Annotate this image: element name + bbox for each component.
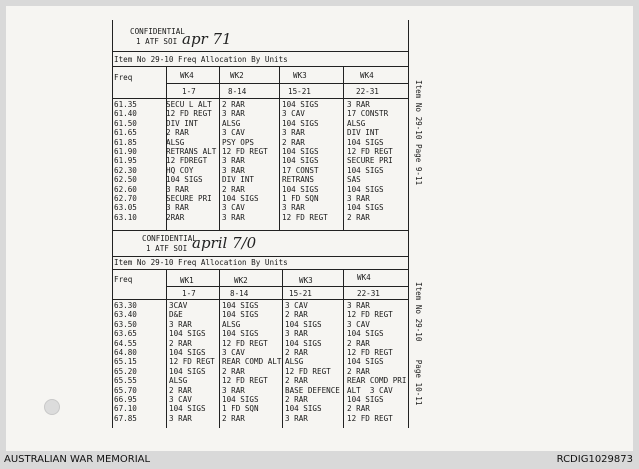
archive-id: RCDIG1029873 (556, 454, 633, 465)
top-days-4: 22-31 (356, 87, 379, 96)
freq-cell: 61.50 (114, 118, 137, 128)
unit-cell: 3 RAR (166, 184, 189, 194)
unit-cell: 104 SIGS (347, 329, 384, 339)
unit-cell: 12 FD REGT (347, 310, 393, 320)
bottom-col-divider-4 (343, 269, 344, 428)
unit-cell: 12 FD REGT (222, 376, 268, 386)
punch-hole (44, 399, 60, 415)
unit-cell: REAR COMD ALT (222, 357, 282, 367)
unit-cell: 12 FD REGT (222, 338, 268, 348)
bottom-week-rule (166, 286, 409, 287)
unit-cell: 12 FDREGT (166, 156, 208, 166)
top-source: 1 ATF SOI (136, 37, 178, 46)
freq-cell: 67.85 (114, 413, 137, 423)
freq-cell: 61.90 (114, 146, 137, 156)
document-page (6, 6, 633, 451)
top-week2-column (222, 101, 268, 223)
unit-cell: 3 CAV (347, 319, 370, 329)
unit-cell: 3 RAR (222, 385, 245, 395)
top-classification: CONFIDENTIAL (130, 27, 185, 36)
unit-cell: 2 RAR (222, 413, 245, 423)
archive-credit: AUSTRALIAN WAR MEMORIAL (4, 454, 151, 465)
bottom-week1-column (169, 302, 215, 424)
unit-cell: 3 RAR (347, 193, 370, 203)
freq-cell: 61.95 (114, 156, 137, 166)
unit-cell: 104 SIGS (282, 184, 319, 194)
unit-cell: 1 FD SQN (282, 193, 319, 203)
top-col-divider-3 (279, 66, 280, 230)
unit-cell: 104 SIGS (282, 100, 319, 109)
unit-cell: 12 FD REGT (282, 212, 328, 222)
unit-cell: 3 RAR (347, 301, 370, 310)
bottom-left-border (112, 230, 113, 428)
unit-cell: 104 SIGS (222, 301, 259, 310)
freq-cell: 62.30 (114, 165, 137, 175)
freq-cell: 62.60 (114, 184, 137, 194)
unit-cell: DIV INT (222, 175, 255, 185)
bottom-source: 1 ATF SOI (146, 244, 188, 253)
unit-cell: REAR COMD PRI (347, 376, 407, 386)
bottom-week-3: WK3 (299, 276, 313, 285)
top-week3-column (282, 101, 328, 223)
unit-cell: 3CAV (169, 301, 188, 310)
bottom-classification: CONFIDENTIAL (142, 234, 197, 243)
freq-cell: 63.65 (114, 329, 137, 339)
unit-cell: 2 RAR (285, 394, 308, 404)
unit-cell: 104 SIGS (169, 404, 206, 414)
unit-cell: 2 RAR (285, 310, 308, 320)
top-week-3: WK3 (293, 71, 307, 80)
unit-cell: SECURE PRI (166, 193, 212, 203)
unit-cell: 2 RAR (347, 366, 370, 376)
top-col-divider-2 (219, 66, 220, 230)
unit-cell: ALSG (222, 319, 241, 329)
top-rule (112, 51, 409, 52)
freq-cell: 62.70 (114, 193, 137, 203)
freq-cell: 61.85 (114, 137, 137, 147)
top-right-border (408, 20, 409, 230)
unit-cell: 3 RAR (222, 156, 245, 166)
unit-cell: 104 SIGS (169, 347, 206, 357)
bottom-rule-2 (112, 269, 409, 270)
bottom-week2-column (222, 302, 281, 424)
top-week-2: WK2 (230, 71, 244, 80)
top-week-rule (166, 83, 409, 84)
unit-cell: 3 RAR (282, 203, 305, 213)
unit-cell: 104 SIGS (166, 175, 203, 185)
unit-cell: ALT 3 CAV (347, 385, 393, 395)
unit-cell: 2RAR (166, 212, 185, 222)
unit-cell: ALSG (347, 118, 366, 128)
unit-cell: 3 CAV (282, 109, 305, 119)
bottom-days-2: 8-14 (230, 289, 249, 298)
bottom-week-4: WK4 (357, 273, 371, 282)
top-days-3: 15-21 (288, 87, 311, 96)
freq-cell: 63.05 (114, 203, 137, 213)
unit-cell: 2 RAR (347, 404, 370, 414)
unit-cell: SECU L ALT (166, 100, 212, 109)
unit-cell: 12 FD REGT (166, 109, 212, 119)
freq-cell: 63.30 (114, 301, 137, 310)
unit-cell: 3 RAR (222, 109, 245, 119)
bottom-week3-column (285, 302, 340, 424)
top-week-4: WK4 (360, 71, 374, 80)
unit-cell: 104 SIGS (222, 329, 259, 339)
unit-cell: 104 SIGS (285, 338, 322, 348)
unit-cell: 12 FD REGT (347, 413, 393, 423)
unit-cell: 104 SIGS (347, 394, 384, 404)
unit-cell: ALSG (166, 137, 185, 147)
freq-cell: 63.10 (114, 212, 137, 222)
unit-cell: DIV INT (347, 128, 380, 138)
unit-cell: 104 SIGS (347, 165, 384, 175)
unit-cell: 3 CAV (169, 394, 192, 404)
unit-cell: D&E (169, 310, 183, 320)
unit-cell: 3 RAR (169, 413, 192, 423)
unit-cell: 2 RAR (347, 338, 370, 348)
unit-cell: 2 RAR (222, 366, 245, 376)
unit-cell: 2 RAR (166, 128, 189, 138)
freq-cell: 65.15 (114, 357, 137, 367)
bottom-days-1: 1-7 (182, 289, 196, 298)
unit-cell: RETRANS ALT (166, 146, 217, 156)
freq-cell: 61.40 (114, 109, 137, 119)
unit-cell: RETRANS (282, 175, 315, 185)
top-handwritten-date: apr 71 (182, 30, 232, 48)
bottom-week4-column (347, 302, 406, 424)
unit-cell: 2 RAR (285, 347, 308, 357)
unit-cell: 3 CAV (222, 347, 245, 357)
unit-cell: 3 RAR (166, 203, 189, 213)
bottom-rule (112, 256, 409, 257)
freq-cell: 67.10 (114, 404, 137, 414)
top-week1-column (166, 101, 216, 223)
bottom-freq-header: Freq (114, 275, 133, 284)
unit-cell: PSY OPS (222, 137, 255, 147)
unit-cell: 104 SIGS (285, 404, 322, 414)
unit-cell: 104 SIGS (169, 366, 206, 376)
unit-cell: 3 RAR (222, 165, 245, 175)
bottom-right-border (408, 230, 409, 428)
bottom-top-rule (112, 230, 409, 231)
freq-cell: 61.65 (114, 128, 137, 138)
freq-cell: 63.40 (114, 310, 137, 320)
unit-cell: 104 SIGS (222, 193, 259, 203)
unit-cell: 104 SIGS (285, 319, 322, 329)
unit-cell: 17 CONST (282, 165, 319, 175)
unit-cell: 12 FD REGT (347, 146, 393, 156)
freq-cell: 65.55 (114, 376, 137, 386)
unit-cell: 104 SIGS (169, 329, 206, 339)
top-left-border (112, 20, 113, 230)
unit-cell: 12 FD REGT (222, 146, 268, 156)
unit-cell: ALSG (285, 357, 304, 367)
bottom-side-label: Item No 29-10 Page 10-11 (414, 282, 423, 406)
unit-cell: 104 SIGS (282, 146, 319, 156)
freq-cell: 65.70 (114, 385, 137, 395)
top-item-title: Item No 29-10 Freq Allocation By Units (114, 55, 288, 64)
top-header-rule (112, 98, 409, 99)
unit-cell: 3 RAR (282, 128, 305, 138)
top-days-2: 8-14 (228, 87, 247, 96)
unit-cell: 17 CONSTR (347, 109, 389, 119)
unit-cell: 104 SIGS (347, 137, 384, 147)
unit-cell: 104 SIGS (222, 394, 259, 404)
unit-cell: 12 FD REGT (169, 357, 215, 367)
unit-cell: 2 RAR (169, 338, 192, 348)
freq-cell: 66.95 (114, 394, 137, 404)
unit-cell: 104 SIGS (347, 357, 384, 367)
bottom-col-divider-1 (166, 269, 167, 428)
bottom-handwritten-date: april 7/0 (192, 234, 257, 252)
top-week-1: WK4 (180, 71, 194, 80)
bottom-days-4: 22-31 (357, 289, 380, 298)
top-col-divider-4 (343, 66, 344, 230)
unit-cell: 104 SIGS (282, 118, 319, 128)
top-rule-2 (112, 66, 409, 67)
bottom-item-title: Item No 29-10 Freq Allocation By Units (114, 258, 288, 267)
unit-cell: 2 RAR (282, 137, 305, 147)
unit-cell: 12 FD REGT (347, 347, 393, 357)
unit-cell: 3 RAR (222, 212, 245, 222)
unit-cell: 3 CAV (222, 128, 245, 138)
unit-cell: 2 RAR (222, 184, 245, 194)
unit-cell: DIV INT (166, 118, 199, 128)
unit-cell: HQ COY (166, 165, 194, 175)
top-week4-column (347, 101, 393, 223)
bottom-header-rule (112, 299, 409, 300)
unit-cell: 2 RAR (169, 385, 192, 395)
unit-cell: 3 CAV (222, 203, 245, 213)
unit-cell: ALSG (169, 376, 188, 386)
unit-cell: 104 SIGS (347, 203, 384, 213)
bottom-days-3: 15-21 (289, 289, 312, 298)
freq-cell: 62.50 (114, 175, 137, 185)
top-freq-column (114, 101, 137, 223)
bottom-week-2: WK2 (234, 276, 248, 285)
freq-cell: 63.50 (114, 319, 137, 329)
unit-cell: 12 FD REGT (285, 366, 331, 376)
unit-cell: SAS (347, 175, 361, 185)
top-days-1: 1-7 (182, 87, 196, 96)
unit-cell: ALSG (222, 118, 241, 128)
unit-cell: 3 CAV (285, 301, 308, 310)
unit-cell: 3 RAR (347, 100, 370, 109)
bottom-col-divider-3 (282, 269, 283, 428)
bottom-col-divider-2 (219, 269, 220, 428)
unit-cell: 2 RAR (222, 100, 245, 109)
unit-cell: 3 RAR (285, 329, 308, 339)
freq-cell: 64.80 (114, 347, 137, 357)
bottom-freq-column (114, 302, 137, 424)
unit-cell: 3 RAR (285, 413, 308, 423)
unit-cell: 104 SIGS (347, 184, 384, 194)
top-side-label: Item No 29-10 Page 9-11 (414, 80, 423, 186)
bottom-week-1: WK1 (180, 276, 194, 285)
unit-cell: 104 SIGS (282, 156, 319, 166)
freq-cell: 64.55 (114, 338, 137, 348)
unit-cell: 3 RAR (169, 319, 192, 329)
unit-cell: BASE DEFENCE (285, 385, 340, 395)
freq-cell: 61.35 (114, 100, 137, 109)
top-freq-header: Freq (114, 73, 133, 82)
freq-cell: 65.20 (114, 366, 137, 376)
unit-cell: SECURE PRI (347, 156, 393, 166)
unit-cell: 2 RAR (347, 212, 370, 222)
unit-cell: 2 RAR (285, 376, 308, 386)
unit-cell: 1 FD SQN (222, 404, 259, 414)
unit-cell: 104 SIGS (222, 310, 259, 320)
